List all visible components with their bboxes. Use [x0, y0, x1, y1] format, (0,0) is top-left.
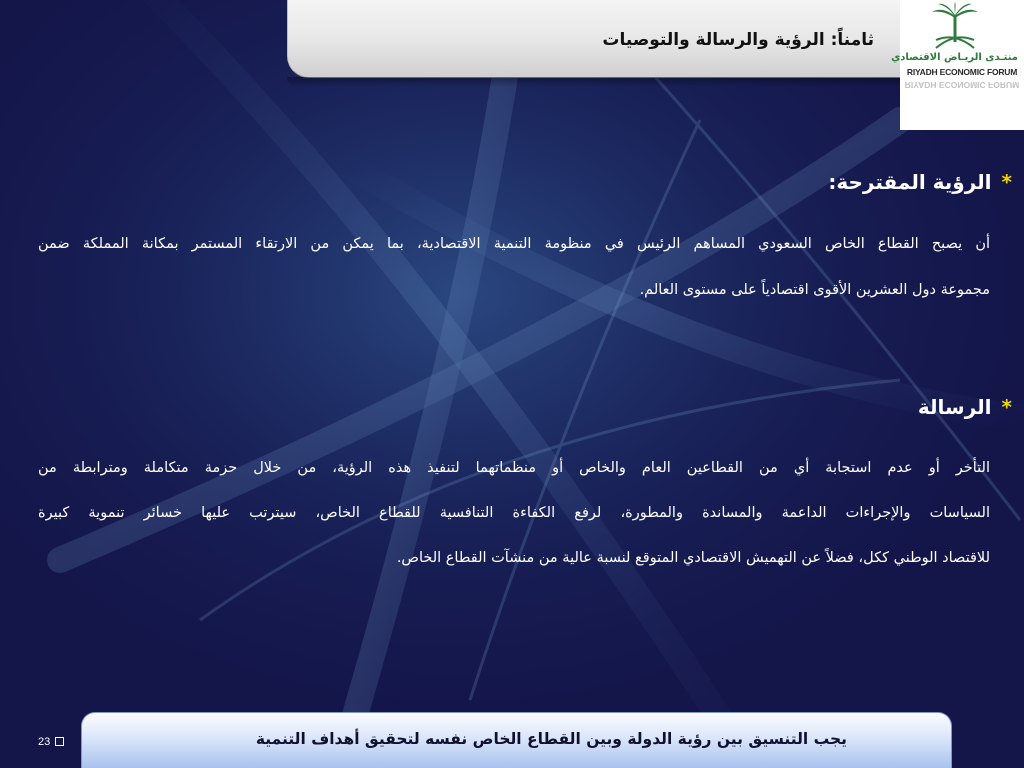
checkbox-square-icon: [55, 737, 64, 746]
logo-arabic-name: منتـدى الريـاض الاقتصادي: [891, 52, 1018, 63]
palm-tree-crossed-swords-logo: [930, 2, 980, 50]
vision-line-2: مجموعة دول العشرين الأقوى اقتصادياً على مستوى العالم.: [639, 282, 990, 298]
logo-reflection: [902, 80, 1022, 128]
vision-heading: [828, 170, 1012, 194]
logo-reflection-text: RIYADH ECONOMIC FORUM: [904, 80, 1020, 90]
mission-line-2: السياسات والإجراءات الداعمة والمساندة والمطورة، لرفع الكفاءة التنافسية للقطاع الخاص، سيترتب عليها خسائر تنموية كبيرة: [38, 505, 990, 521]
vision-line-1: أن يصبح القطاع الخاص السعودي المساهم الرئيس في منظومة التنمية الاقتصادية، بما يمكن من الارتقاء المستمر بمكانة المملكة ضمن: [38, 236, 990, 252]
slide-title: ثامناً: الرؤية والرسالة والتوصيات: [602, 30, 874, 50]
logo-english-name: RIYADH ECONOMIC FORUM: [906, 67, 1018, 77]
bullet-star: *: [1001, 170, 1012, 194]
mission-line-3: للاقتصاد الوطني ككل، فضلاً عن التهميش الاقتصادي المتوقع لنسبة عالية من منشآت القطاع الخاص.: [396, 550, 990, 566]
page-number: 23: [38, 736, 51, 748]
vision-heading-text: الرؤية المقترحة:: [828, 170, 992, 194]
title-banner-shadow: [287, 77, 900, 87]
footer-message: يجب التنسيق بين رؤية الدولة وبين القطاع الخاص نفسه لتحقيق أهداف التنمية: [255, 730, 847, 748]
mission-line-1: التأخر أو عدم استجابة أي من القطاعين العام والخاص أو منظماتهما لتنفيذ هذه الرؤية، من خلال حزمة متكاملة ومترابطة من: [38, 460, 990, 476]
mission-heading: [918, 395, 1012, 419]
bullet-star: *: [1001, 395, 1012, 419]
mission-heading-text: الرسالة: [917, 395, 992, 419]
